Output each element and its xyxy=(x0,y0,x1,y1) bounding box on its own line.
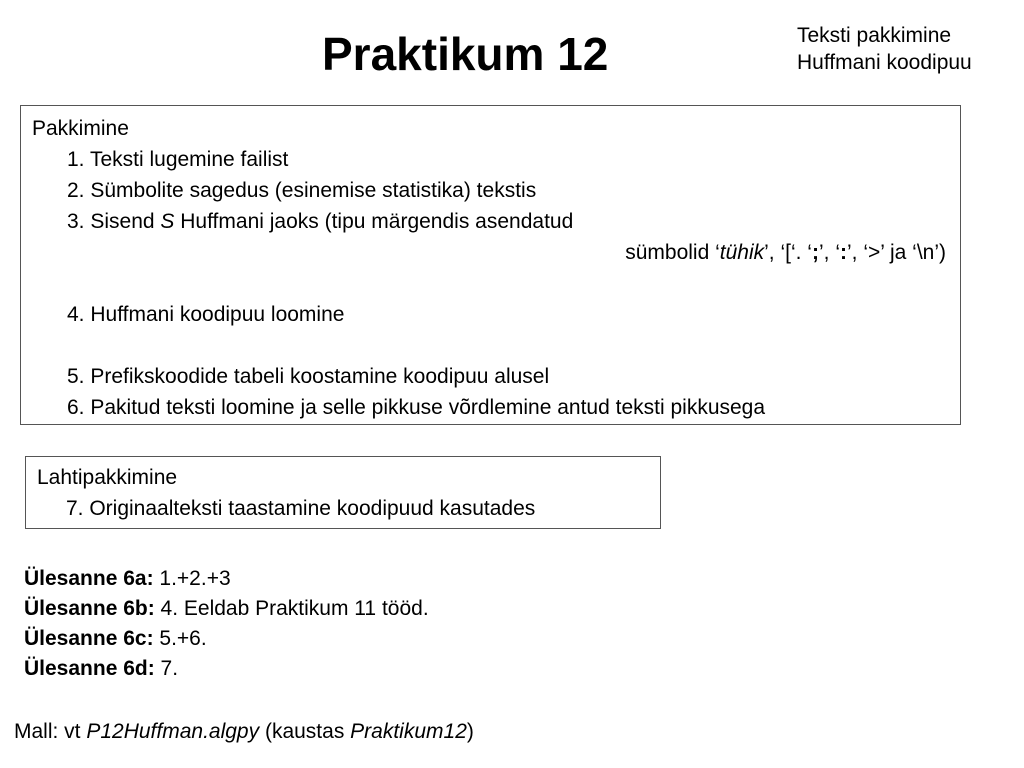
task-value: 7. xyxy=(154,657,179,680)
task-label: Ülesanne 6a: xyxy=(24,567,154,590)
blank-line xyxy=(32,268,960,299)
task-6b xyxy=(24,594,429,624)
unpacking-item-7: 7. Originaalteksti taastamine koodipuud kasutades xyxy=(66,497,536,520)
packing-item-4: 4. Huffmani koodipuu loomine xyxy=(67,303,345,326)
template-note xyxy=(14,717,474,747)
symbols-text-4: ’, ‘>’ ja ‘\n’) xyxy=(846,241,946,264)
topic-subtitle xyxy=(797,22,972,76)
packing-item-2: 2. Sümbolite sagedus (esinemise statistika) tekstis xyxy=(67,179,537,202)
symbol-semicolon: ; xyxy=(811,241,819,264)
packing-box xyxy=(20,105,961,425)
symbols-text-2: ’, ‘[‘. ‘ xyxy=(764,241,812,264)
packing-item-3-continuation xyxy=(32,237,960,268)
input-variable-s: S xyxy=(160,210,175,233)
symbol-tuhik: tühik xyxy=(719,241,765,264)
topic-line-1: Teksti pakkimine xyxy=(797,24,952,47)
packing-heading: Pakkimine xyxy=(32,117,129,140)
symbols-text-3: ’, ‘ xyxy=(818,241,840,264)
packing-item-5: 5. Prefikskoodide tabeli koostamine koodipuu alusel xyxy=(67,365,550,388)
symbols-text-1: sümbolid ‘ xyxy=(625,241,720,264)
task-list xyxy=(24,564,429,684)
task-label: Ülesanne 6c: xyxy=(24,627,154,650)
packing-item-3-rest: Huffmani jaoks (tipu märgendis asendatud xyxy=(174,210,574,233)
task-label: Ülesanne 6d: xyxy=(24,657,155,680)
packing-item-1: 1. Teksti lugemine failist xyxy=(67,148,289,171)
task-label: Ülesanne 6b: xyxy=(24,597,155,620)
template-file: P12Huffman.algpy xyxy=(86,720,260,743)
task-6d xyxy=(24,654,429,684)
unpacking-heading: Lahtipakkimine xyxy=(37,466,178,489)
template-middle: (kaustas xyxy=(259,720,351,743)
template-folder: Praktikum12 xyxy=(350,720,467,743)
task-value: 1.+2.+3 xyxy=(153,567,231,590)
page-title: Praktikum 12 xyxy=(322,28,609,80)
topic-line-2: Huffmani koodipuu xyxy=(797,51,972,74)
blank-line xyxy=(32,330,960,361)
unpacking-box xyxy=(25,456,661,529)
template-prefix: Mall: vt xyxy=(14,720,87,743)
template-suffix: ) xyxy=(466,720,474,743)
task-6c xyxy=(24,624,429,654)
packing-item-6: 6. Pakitud teksti loomine ja selle pikkuse võrdlemine antud teksti pikkusega xyxy=(67,396,766,419)
symbol-colon: : xyxy=(839,241,847,264)
task-6a xyxy=(24,564,429,594)
packing-item-3 xyxy=(32,206,960,237)
task-value: 4. Eeldab Praktikum 11 tööd. xyxy=(154,597,429,620)
packing-item-3-text: 3. Sisend xyxy=(67,210,155,233)
task-value: 5.+6. xyxy=(153,627,207,650)
